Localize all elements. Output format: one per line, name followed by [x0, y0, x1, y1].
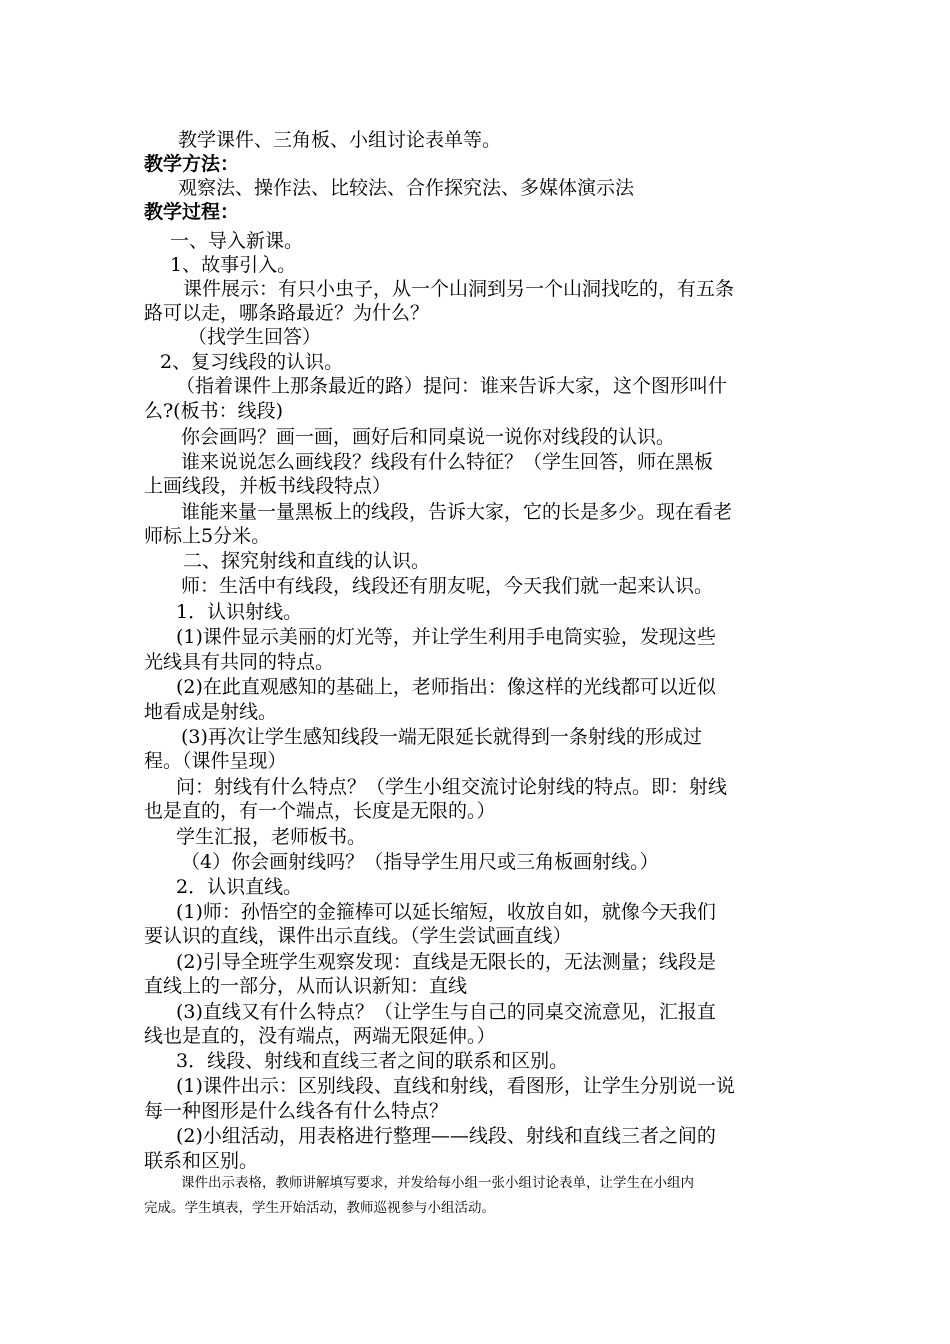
text-line: （找学生回答） [188, 326, 322, 348]
text-line: 教学课件、三角板、小组讨论表单等。 [178, 129, 502, 151]
text-line: 观察法、操作法、比较法、合作探究法、多媒体演示法 [178, 177, 635, 199]
text-line: 2．认识直线。 [176, 876, 303, 898]
text-line: 完成。学生填表，学生开始活动，教师巡视参与小组活动。 [144, 1200, 495, 1216]
text-line: (2)在此直观感知的基础上，老师指出：像这样的光线都可以近似 [176, 676, 716, 698]
text-line: (2)引导全班学生观察发现：直线是无限长的，无法测量；线段是 [176, 951, 716, 973]
text-line: 学生汇报，老师板书。 [176, 826, 367, 848]
text-line: 每一种图形是什么线各有什么特点？ [144, 1100, 449, 1122]
text-line: (1)师：孙悟空的金箍棒可以延长缩短，收放自如，就像今天我们 [176, 901, 716, 923]
text-line: 要认识的直线，课件出示直线。（学生尝试画直线） [144, 925, 572, 947]
text-line: 直线上的一部分，从而认识新知：直线 [144, 975, 468, 997]
text-line: 你会画吗？画一画，画好后和同桌说一说你对线段的认识。 [181, 426, 676, 448]
text-line: 程。（课件呈现） [144, 750, 287, 772]
text-line: 2、复习线段的认识。 [160, 351, 344, 373]
text-line: (1)课件出示：区别线段、直线和射线，看图形，让学生分别说一说 [176, 1075, 735, 1097]
section-heading: 教学方法： [144, 153, 240, 175]
text-line: 课件出示表格，教师讲解填写要求，并发给每小组一张小组讨论表单，让学生在小组内 [181, 1175, 694, 1191]
text-line: 线也是直的，没有端点，两端无限延伸。） [144, 1025, 496, 1047]
text-line: 1、故事引入。 [170, 254, 297, 276]
text-line: 谁来说说怎么画线段？线段有什么特征？（学生回答，师在黑板 [181, 451, 714, 473]
text-line: 师：生活中有线段，线段还有朋友呢，今天我们就一起来认识。 [181, 575, 714, 597]
text-line: 师标上5分米。 [144, 525, 271, 547]
text-line: 光线具有共同的特点。 [144, 651, 335, 673]
text-line: (1)课件显示美丽的灯光等，并让学生利用手电筒实验，发现这些 [176, 626, 716, 648]
text-line: 地看成是射线。 [144, 701, 278, 723]
text-line: (3)直线又有什么特点？（让学生与自己的同桌交流意见，汇报直 [176, 1001, 716, 1023]
text-line: 路可以走，哪条路最近？为什么？ [144, 302, 430, 324]
text-line: 上画线段，并板书线段特点） [144, 475, 392, 497]
text-line: （4）你会画射线吗？（指导学生用尺或三角板画射线。） [181, 851, 659, 873]
text-line: 一、导入新课。 [170, 230, 304, 252]
text-line: 二、探究射线和直线的认识。 [183, 550, 431, 572]
text-line: 问：射线有什么特点？（学生小组交流讨论射线的特点。即：射线 [176, 776, 728, 798]
text-line: (3)再次让学生感知线段一端无限延长就得到一条射线的形成过 [181, 726, 702, 748]
text-line: 1．认识射线。 [176, 601, 303, 623]
text-line: 课件展示：有只小虫子，从一个山洞到另一个山洞找吃的，有五条 [183, 278, 735, 300]
text-line: 3．线段、射线和直线三者之间的联系和区别。 [176, 1050, 569, 1072]
text-line: (2)小组活动，用表格进行整理——线段、射线和直线三者之间的 [176, 1125, 716, 1147]
section-heading: 教学过程： [144, 201, 240, 223]
text-line: 么?(板书：线段) [144, 400, 284, 422]
text-line: （指着课件上那条最近的路）提问：谁来告诉大家，这个图形叫什 [176, 375, 728, 397]
text-line: 谁能来量一量黑板上的线段，告诉大家，它的长是多少。现在看老 [181, 501, 733, 523]
text-line: 也是直的，有一个端点，长度是无限的。） [144, 800, 496, 822]
text-line: 联系和区别。 [144, 1150, 259, 1172]
